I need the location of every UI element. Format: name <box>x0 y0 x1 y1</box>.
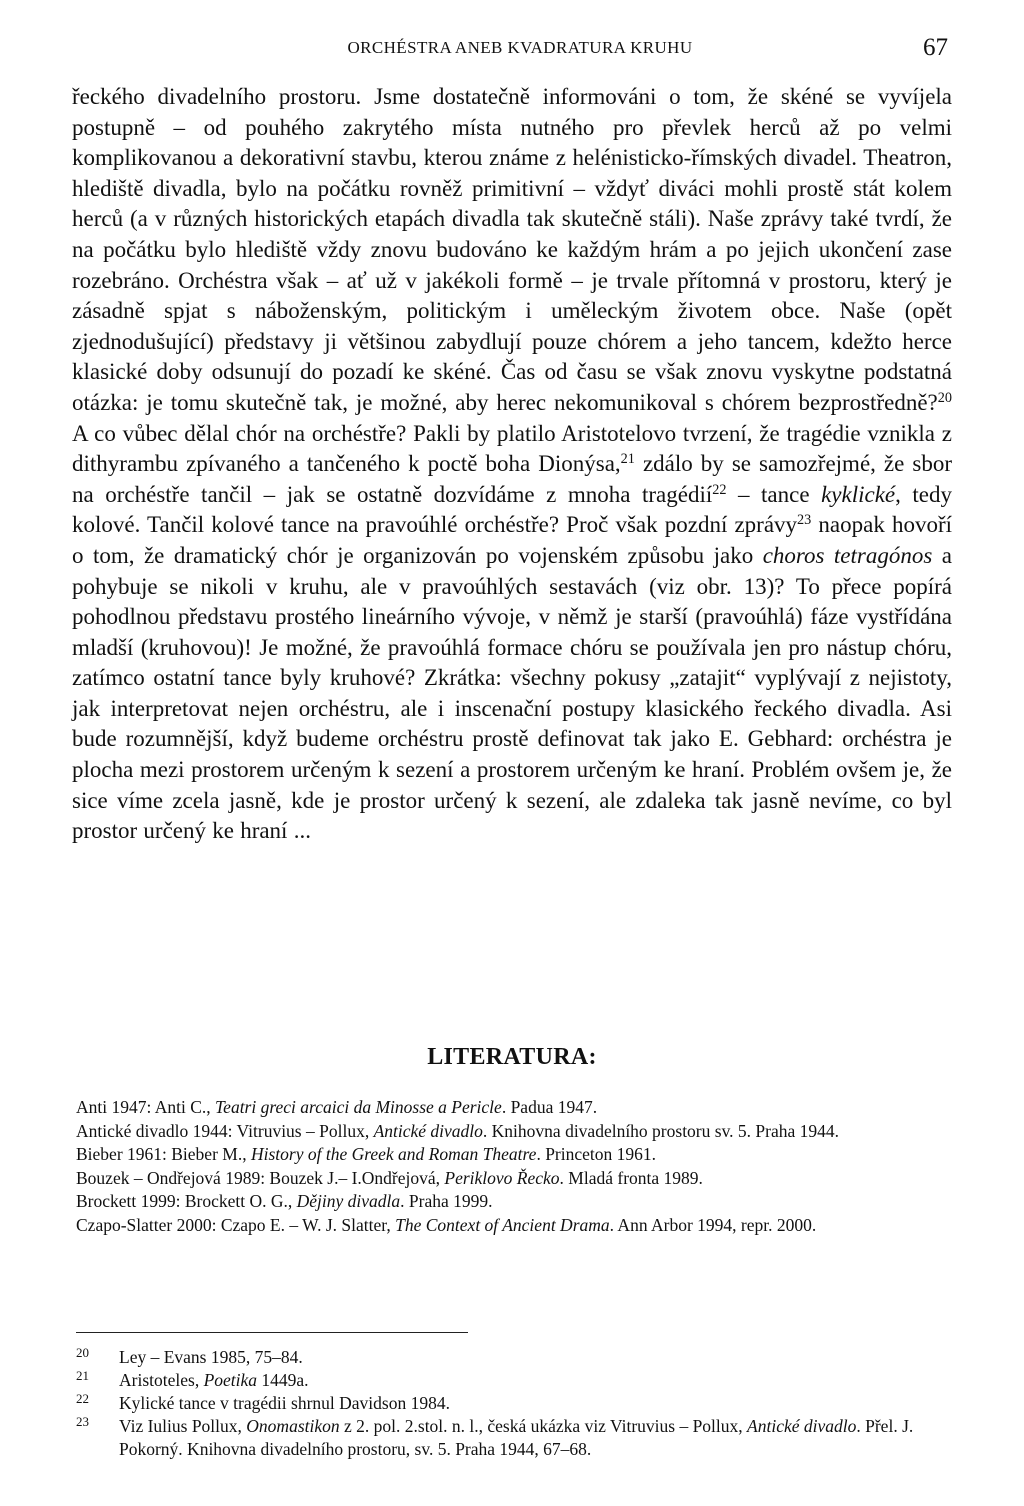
footnote <box>76 1415 952 1461</box>
footnote-text: 1449a. <box>257 1370 309 1390</box>
reference-title: Teatri greci arcaici da Minosse a Pericle <box>215 1097 502 1117</box>
reference-text: Bieber 1961: Bieber M., <box>76 1144 251 1164</box>
footnote <box>76 1346 952 1369</box>
reference-entry <box>76 1096 952 1120</box>
body-segment: – tance <box>726 481 822 507</box>
reference-entry <box>76 1214 952 1238</box>
footnote-text: Kylické tance v tragédii shrnul Davidson 1984. <box>119 1393 450 1413</box>
page-number: 67 <box>923 34 948 61</box>
footnote-title: Onomastikon <box>246 1416 340 1436</box>
body-text <box>72 82 952 847</box>
footnote-number: 23 <box>76 1414 89 1429</box>
footnote <box>76 1392 952 1415</box>
footnote <box>76 1369 952 1392</box>
reference-entry <box>76 1120 952 1144</box>
reference-text: Anti 1947: Anti C., <box>76 1097 216 1117</box>
reference-title: History of the Greek and Roman Theatre <box>250 1144 537 1164</box>
reference-list <box>76 1096 952 1237</box>
reference-text: . Praha 1999. <box>400 1191 493 1211</box>
footnote-divider <box>76 1332 468 1333</box>
reference-text: Antické divadlo 1944: Vitruvius – Pollux, <box>76 1120 374 1141</box>
body-paragraph <box>72 82 952 847</box>
footnote-title: Poetika <box>203 1370 258 1390</box>
body-segment: naopak hovoří o tom, že dramatický chór je organizován po vojenském způsobu jako <box>72 512 953 568</box>
body-segment: zdálo by se samozřejmé, že sbor na orchéstře tančil – jak se ostatně dozvídáme z mnoha tragédií <box>72 451 952 507</box>
reference-title: Antické divadlo <box>373 1120 483 1141</box>
footnote-ref-23[interactable]: 23 <box>797 512 812 529</box>
reference-text: Bouzek – Ondřejová 1989: Bouzek J.– I.Ondřejová, <box>76 1167 445 1188</box>
running-title: ORCHÉSTRA ANEB KVADRATURA KRUHU <box>347 38 693 57</box>
reference-entry <box>76 1167 952 1191</box>
footnote-text: Viz Iulius Pollux, <box>119 1416 247 1436</box>
footnote-ref-22[interactable]: 22 <box>712 481 727 498</box>
footnote-text: Ley – Evans 1985, 75–84. <box>119 1347 303 1367</box>
footnote-text: z 2. pol. 2.stol. n. l., česká ukázka viz Vitruvius – Pollux, <box>339 1416 748 1436</box>
reference-title: The Context of Ancient Drama <box>395 1214 610 1235</box>
footnote-number: 22 <box>76 1391 89 1406</box>
footnote-text: Aristoteles, <box>119 1370 204 1390</box>
running-header <box>0 34 1024 64</box>
reference-text: . Padua 1947. <box>501 1097 598 1117</box>
reference-text: . Princeton 1961. <box>536 1144 657 1164</box>
reference-text: Czapo-Slatter 2000: Czapo E. – W. J. Slatter, <box>76 1214 396 1235</box>
body-segment: řeckého divadelního prostoru. Jsme dostatečně informováni o tom, že skéné se vyvíjela postupně – od pouhého zakrytého místa nutného pro převlek herců až po velmi komplikovanou a dekorativní stavbu, kterou známe z helénisticko-římských divadel. Theatron, hlediště divadla, bylo na počátku rovněž primitivní – vždyť diváci mohli prostě stát kolem herců (a v různých historických etapách divadla tak skutečně stáli). Naše zprávy také tvrdí, že na počátku bylo hlediště vždy znovu budováno ke každým hrám a po jejich ukončení zase rozebráno. Orchéstra však – ať už v jakékoli formě – je trvale přítomná v prostoru, který je zásadně spjat s náboženským, politickým i uměleckým životem obce. Naše (opět zjednodušující) představy ji většinou zabydlují pouze chórem a jeho tancem, kdežto herce klasické doby odsunují do pozadí ke skéné. Čas od času se však znovu vyskytne podstatná otázka: je tomu skutečně tak, je možné, aby herec nekomunikoval s chórem bezprostředně? <box>72 84 952 415</box>
reference-text: . Ann Arbor 1994, repr. 2000. <box>609 1214 817 1235</box>
reference-entry <box>76 1190 952 1214</box>
footnote-number: 21 <box>76 1368 89 1383</box>
reference-title: Periklovo Řecko <box>444 1167 560 1188</box>
reference-title: Dějiny divadla <box>296 1191 401 1211</box>
literature-heading: LITERATURA: <box>427 1044 597 1070</box>
reference-entry <box>76 1143 952 1167</box>
footnote-list <box>76 1346 952 1461</box>
reference-text: . Mladá fronta 1989. <box>559 1167 703 1188</box>
italic-term: choros tetragónos <box>762 542 933 568</box>
body-segment: a pohybuje se nikoli v kruhu, ale v pravoúhlých sestavách (viz obr. 13)? To přece popírá pohodlnou představu prostého lineárního vývoje, v němž je starší (pravoúhlá) fáze vystřídána mladší (kruhovou)! Je možné, že pravoúhlá formace chóru se používala jen pro nástup chóru, zatímco ostatní tance byly kruhové? Zkrátka: všechny pokusy „zatajit“ vyplývají z nejistoty, jak interpretovat nejen orchéstru, ale i inscenační postupy klasického řeckého divadla. Asi bude rozumnější, když budeme orchéstru prostě definovat tak jako E. Gebhard: orchéstra je plocha mezi prostorem určeným k sezení a prostorem určeným ke hraní. Problém ovšem je, že sice víme zcela jasně, kde je prostor určený k sezení, ale zdaleka tak jasně nevíme, co byl prostor určený ke hraní ... <box>72 542 952 844</box>
footnote-ref-20[interactable]: 20 <box>937 390 952 407</box>
footnote-number: 20 <box>76 1345 89 1360</box>
body-segment: , tedy kolové. Tančil kolové tance na pravoúhlé orchéstře? Proč však pozdní zprávy <box>72 481 953 538</box>
italic-term: kyklické <box>821 481 896 507</box>
reference-text: Brockett 1999: Brockett O. G., <box>76 1191 297 1211</box>
reference-text: . Knihovna divadelního prostoru sv. 5. Praha 1944. <box>482 1120 840 1141</box>
footnote-text: . Přel. J. Pokorný. Knihovna divadelního prostoru, sv. 5. Praha 1944, 67–68. <box>119 1416 914 1459</box>
body-segment: A co vůbec dělal chór na orchéstře? Pakli by platilo Aristotelovo tvrzení, že tragédie vznikla z dithyrambu zpívaného a tančeného k poctě boha Dionýsa, <box>72 420 952 477</box>
footnote-title: Antické divadlo <box>747 1416 857 1436</box>
footnote-ref-21[interactable]: 21 <box>620 451 635 468</box>
